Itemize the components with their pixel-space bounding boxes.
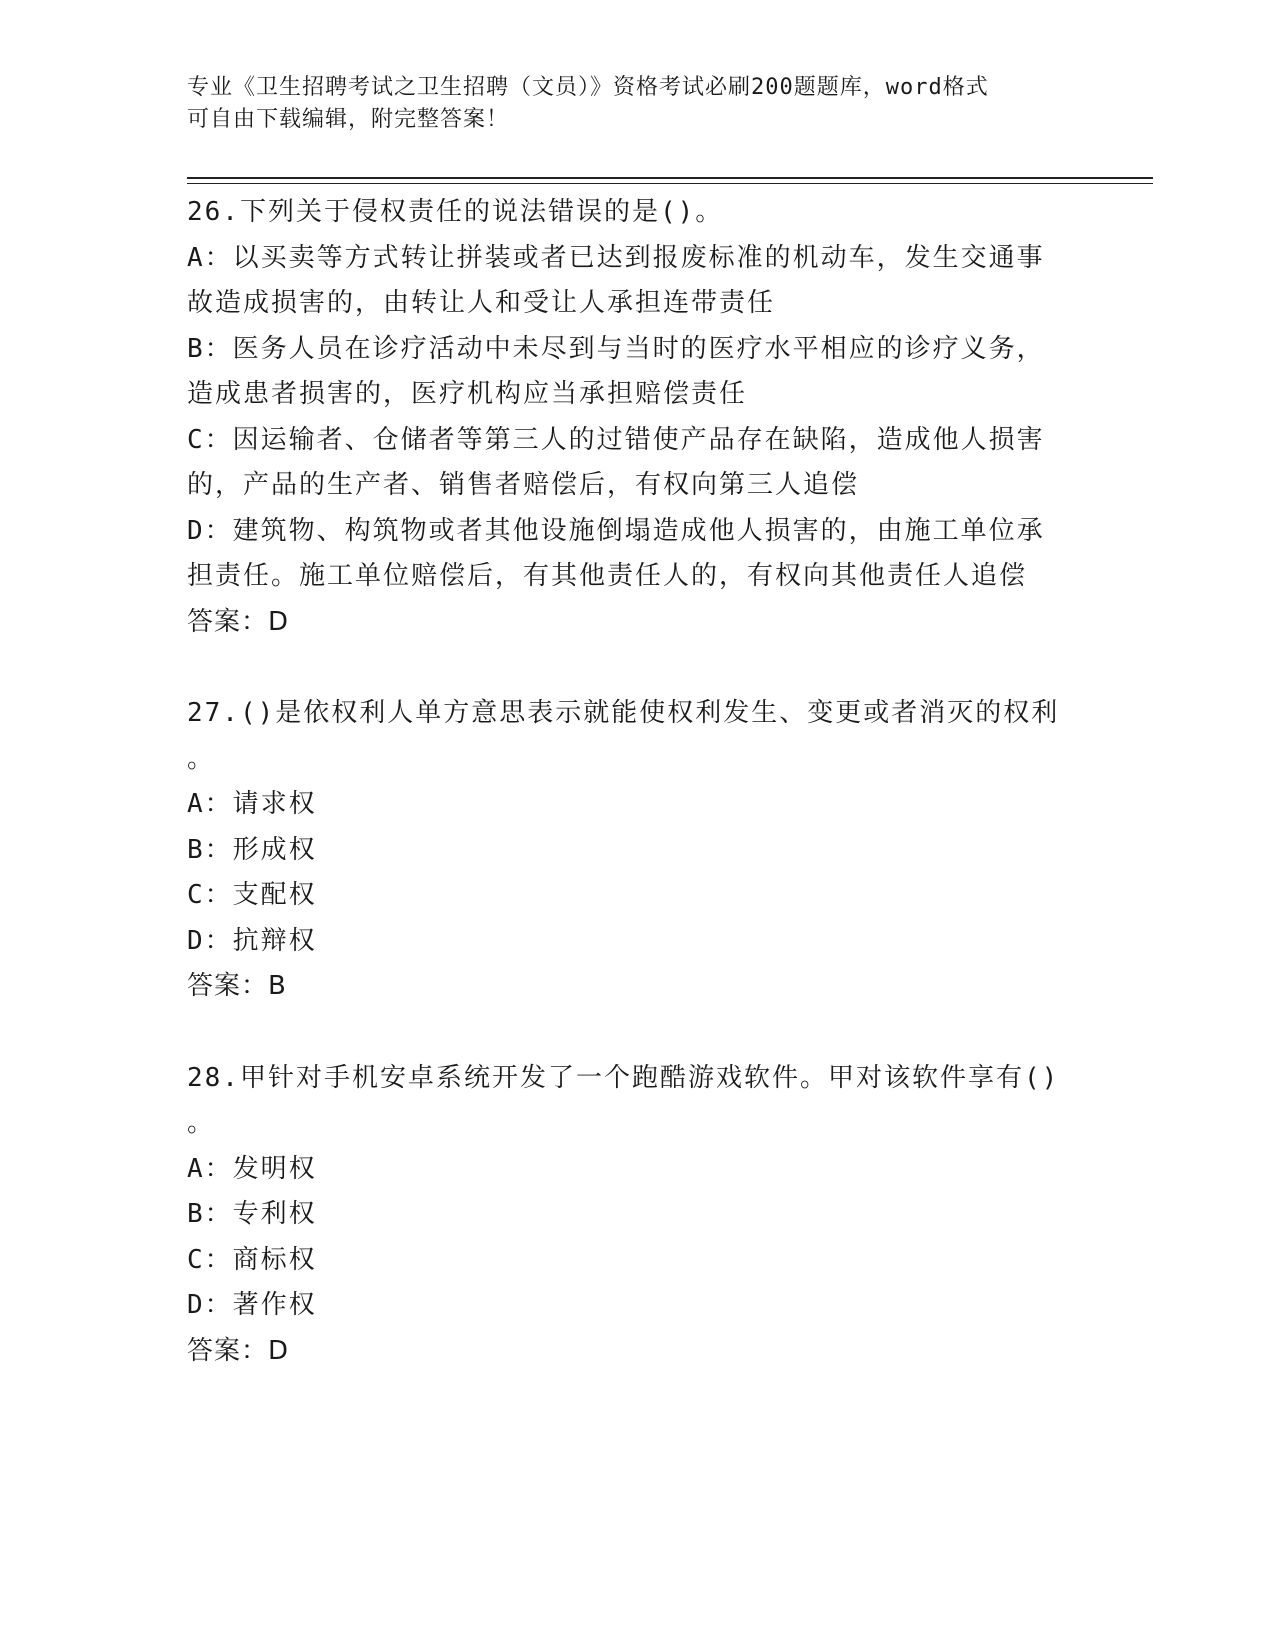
header-divider-thin <box>187 183 1153 184</box>
question-26 <box>187 190 1087 645</box>
question-option: B：医务人员在诊疗活动中未尽到与当时的医疗水平相应的诊疗义务， <box>187 333 1045 364</box>
header-title-line-1: 专业《卫生招聘考试之卫生招聘（文员）》资格考试必刷200题题库，word格式 <box>187 75 989 100</box>
header-title-line-2: 可自由下载编辑，附完整答案！ <box>187 107 510 132</box>
question-stem: 26.下列关于侵权责任的说法错误的是()。 <box>187 197 724 227</box>
question-option: C：因运输者、仓储者等第三人的过错使产品存在缺陷，造成他人损害 <box>187 424 1045 455</box>
question-option: 造成患者损害的，医疗机构应当承担赔偿责任 <box>187 379 748 409</box>
question-option: A：请求权 <box>187 789 317 819</box>
question-option: 的，产品的生产者、销售者赔偿后，有权向第三人追偿 <box>187 470 860 500</box>
question-option: 故造成损害的，由转让人和受让人承担连带责任 <box>187 288 776 318</box>
question-stem: 27.()是依权利人单方意思表示就能使权利发生、变更或者消灭的权利 <box>187 698 1060 728</box>
question-option: D：著作权 <box>187 1290 317 1320</box>
question-option: D：建筑物、构筑物或者其他设施倒塌造成他人损害的，由施工单位承 <box>187 515 1045 546</box>
question-answer: 答案：D <box>187 1335 290 1366</box>
question-spacer <box>187 645 1087 691</box>
question-answer: 答案：B <box>187 971 287 1001</box>
question-option: D：抗辩权 <box>187 925 317 956</box>
question-spacer <box>187 1010 1087 1056</box>
question-28 <box>187 1056 1087 1375</box>
question-option: 担责任。施工单位赔偿后，有其他责任人的，有权向其他责任人追偿 <box>187 561 1028 591</box>
question-option: B：专利权 <box>187 1199 317 1229</box>
question-option: C：商标权 <box>187 1244 317 1275</box>
header-divider-thick <box>187 177 1153 179</box>
question-option: A：发明权 <box>187 1153 317 1184</box>
question-option: C：支配权 <box>187 880 317 910</box>
question-stem-continued: 。 <box>187 743 216 774</box>
question-stem-continued: 。 <box>187 1108 216 1138</box>
document-header <box>187 72 1067 136</box>
question-option: B：形成权 <box>187 834 317 865</box>
question-27 <box>187 691 1087 1010</box>
question-option: A：以买卖等方式转让拼装或者已达到报废标准的机动车，发生交通事 <box>187 242 1045 273</box>
question-answer: 答案：D <box>187 606 290 637</box>
question-stem: 28.甲针对手机安卓系统开发了一个跑酷游戏软件。甲对该软件享有() <box>187 1062 1060 1093</box>
question-list <box>187 190 1087 1374</box>
